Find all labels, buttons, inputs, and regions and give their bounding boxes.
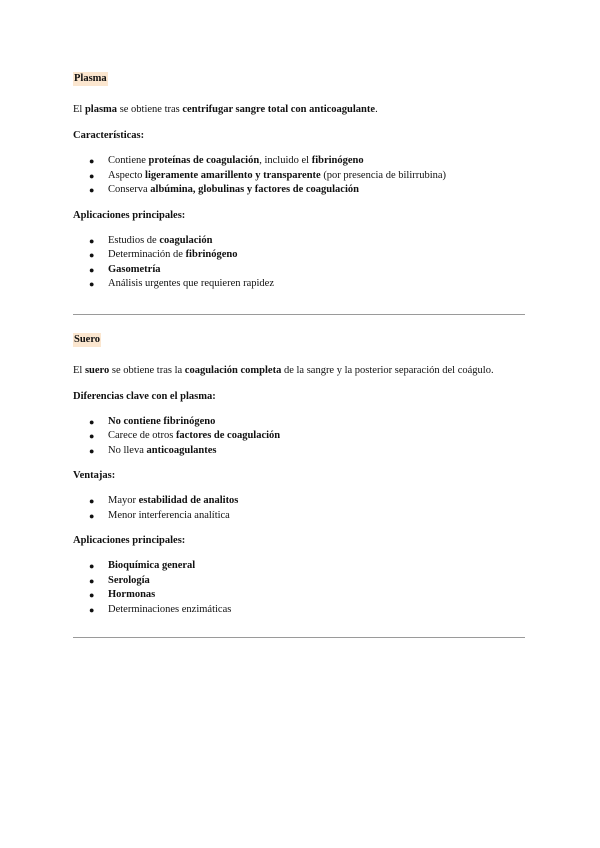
bold-text: coagulación bbox=[159, 234, 213, 246]
list-item bbox=[73, 169, 525, 184]
text: se obtiene tras la bbox=[109, 364, 185, 376]
bold-text: fibrinógeno bbox=[185, 249, 238, 260]
text: Determinación de bbox=[108, 249, 186, 260]
bullet-icon: ● bbox=[89, 235, 95, 246]
bullet-icon: ● bbox=[89, 250, 95, 260]
serum-differences-list bbox=[73, 415, 525, 459]
text: se obtiene tras bbox=[117, 104, 183, 115]
text: No lleva bbox=[108, 444, 147, 456]
text: . bbox=[375, 104, 378, 115]
plasma-applications-list bbox=[73, 234, 525, 292]
serum-advantages-heading: Ventajas: bbox=[73, 470, 116, 481]
bullet-icon: ● bbox=[89, 416, 95, 427]
bullet-icon: ● bbox=[89, 185, 95, 195]
bullet-icon: ● bbox=[89, 575, 95, 586]
serum-applications-heading: Aplicaciones principales: bbox=[73, 535, 186, 546]
bullet-icon: ● bbox=[89, 445, 95, 456]
bullet-icon: ● bbox=[89, 156, 95, 166]
plasma-characteristics-heading: Características: bbox=[73, 130, 145, 141]
bold-text: anticoagulantes bbox=[146, 444, 217, 456]
text: Mayor bbox=[108, 495, 139, 506]
text: (por presencia de bilirrubina) bbox=[320, 169, 447, 181]
text: Análisis urgentes que requieren rapidez bbox=[108, 278, 274, 289]
list-item bbox=[73, 444, 525, 459]
serum-differences-heading: Diferencias clave con el plasma: bbox=[73, 390, 216, 402]
bold-text: albúmina, globulinas y factores de coagulación bbox=[150, 184, 359, 195]
list-item bbox=[73, 559, 525, 574]
bold-text: factores de coagulación bbox=[175, 430, 281, 441]
list-item bbox=[73, 263, 525, 278]
bullet-icon: ● bbox=[89, 604, 95, 615]
list-item bbox=[73, 494, 525, 509]
bold-text: coagulación completa bbox=[184, 364, 282, 376]
text: El bbox=[73, 104, 85, 115]
list-item bbox=[73, 574, 525, 589]
list-item bbox=[73, 509, 525, 524]
bold-text: plasma bbox=[84, 104, 118, 115]
text: Determinaciones enzimáticas bbox=[108, 603, 232, 615]
text: de la sangre y la posterior separación del coágulo. bbox=[281, 364, 494, 376]
bold-text: ligeramente amarillento y transparente bbox=[145, 169, 321, 181]
list-item bbox=[73, 234, 525, 249]
plasma-intro bbox=[73, 103, 525, 117]
text: Contiene bbox=[108, 155, 149, 166]
text: Conserva bbox=[108, 184, 151, 195]
text: Estudios de bbox=[108, 234, 160, 246]
text: El bbox=[73, 364, 85, 376]
bullet-icon: ● bbox=[89, 561, 95, 571]
bold-text: No contiene fibrinógeno bbox=[108, 415, 216, 427]
plasma-title: Plasma bbox=[74, 73, 107, 84]
serum-section bbox=[73, 333, 525, 618]
bold-text: suero bbox=[84, 364, 110, 376]
bold-text: Serología bbox=[108, 574, 150, 586]
list-item bbox=[73, 154, 525, 169]
bullet-icon: ● bbox=[89, 496, 95, 506]
serum-applications-list bbox=[73, 559, 525, 617]
bold-text: centrifugar sangre total con anticoagulante bbox=[182, 104, 376, 115]
list-item bbox=[73, 429, 525, 444]
text: Aspecto bbox=[108, 169, 146, 181]
bullet-icon: ● bbox=[89, 590, 95, 600]
text: Menor interferencia analítica bbox=[108, 509, 230, 521]
list-item bbox=[73, 415, 525, 430]
plasma-applications-heading: Aplicaciones principales: bbox=[73, 209, 186, 221]
section-divider bbox=[73, 637, 525, 638]
bullet-icon: ● bbox=[89, 170, 95, 181]
text: , incluido el bbox=[259, 155, 312, 166]
list-item bbox=[73, 588, 525, 603]
bullet-icon: ● bbox=[89, 431, 95, 441]
serum-intro bbox=[73, 364, 525, 378]
bold-text: fibrinógeno bbox=[311, 155, 364, 166]
bold-text: estabilidad de analitos bbox=[138, 495, 239, 506]
list-item bbox=[73, 183, 525, 198]
bold-text: Bioquímica general bbox=[108, 560, 196, 571]
bullet-icon: ● bbox=[89, 279, 95, 289]
text: Carece de otros bbox=[108, 430, 176, 441]
bold-text: proteínas de coagulación bbox=[148, 155, 260, 166]
plasma-section bbox=[73, 72, 525, 292]
list-item bbox=[73, 277, 525, 292]
serum-advantages-list bbox=[73, 494, 525, 523]
bullet-icon: ● bbox=[89, 510, 95, 521]
document-page bbox=[73, 72, 525, 638]
list-item bbox=[73, 603, 525, 618]
bold-text: Gasometría bbox=[108, 263, 161, 275]
bullet-icon: ● bbox=[89, 264, 95, 275]
list-item bbox=[73, 248, 525, 263]
bold-text: Hormonas bbox=[108, 589, 156, 600]
serum-title: Suero bbox=[74, 333, 101, 345]
plasma-characteristics-list bbox=[73, 154, 525, 198]
